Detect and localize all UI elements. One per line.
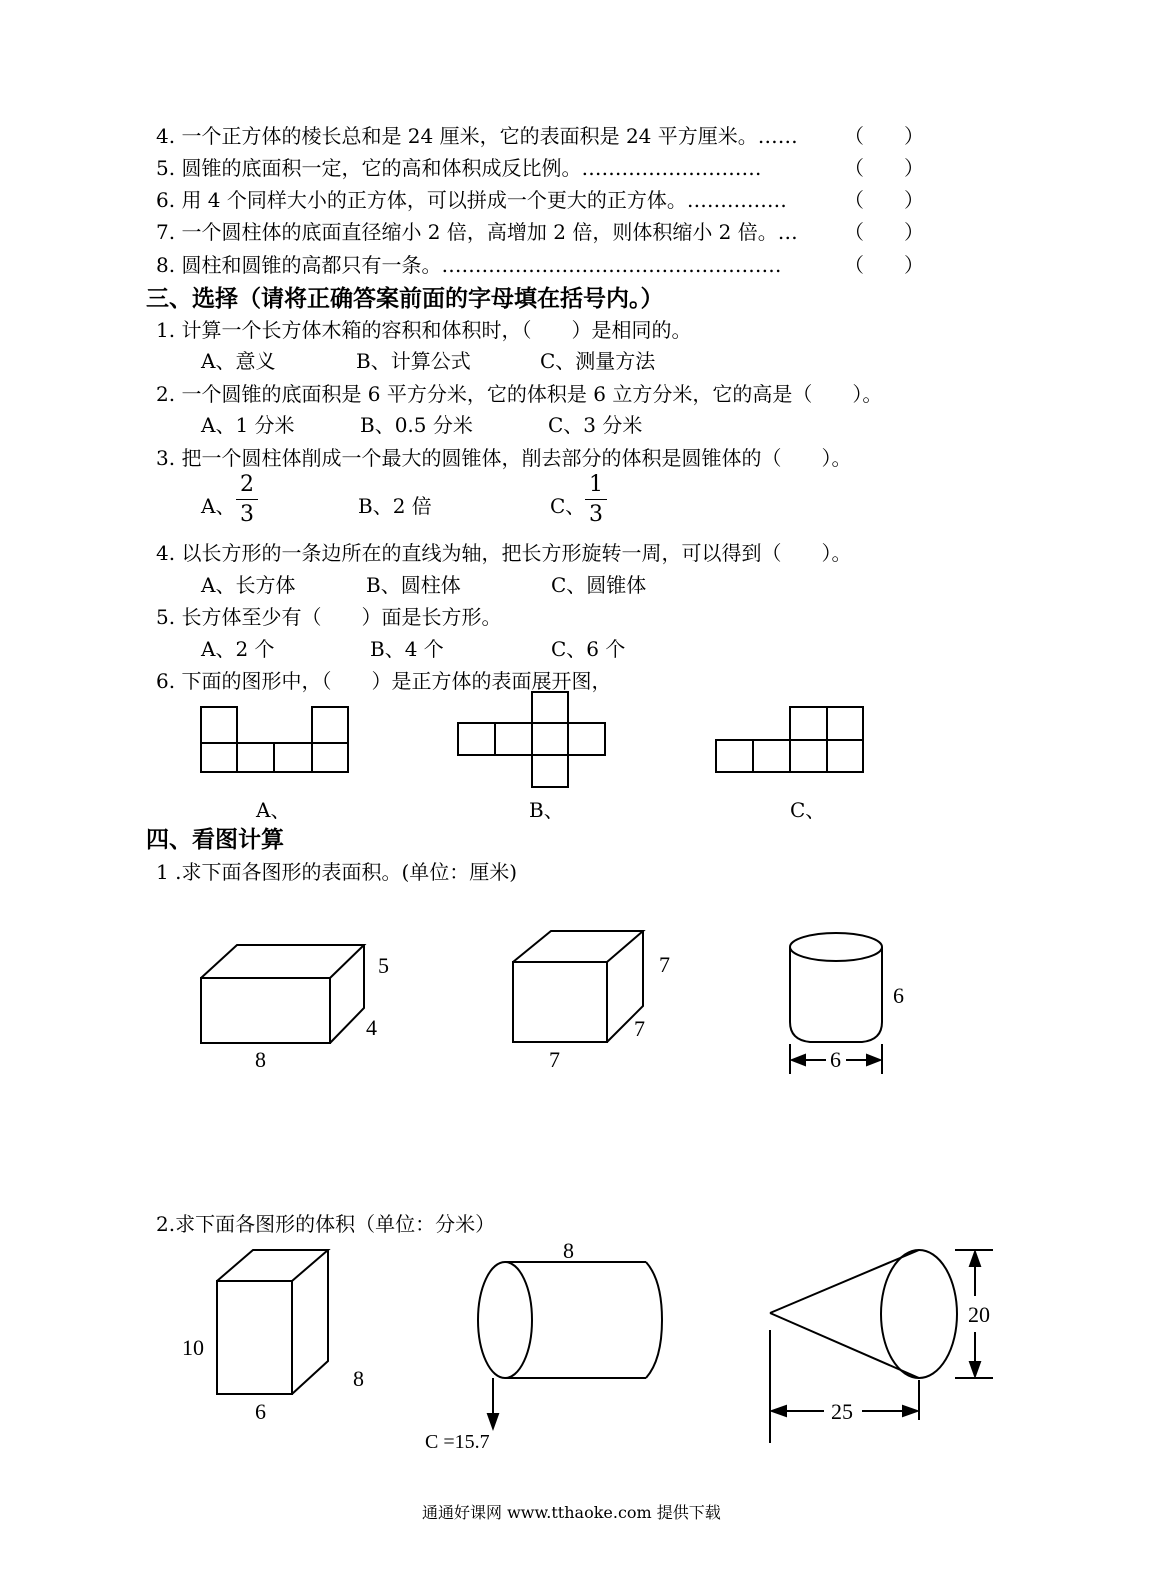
cuboid-volume-figure — [217, 1250, 328, 1394]
choice-q1: 1. 计算一个长方体木箱的容积和体积时，（ ）是相同的。 — [156, 318, 692, 342]
denominator: 3 — [240, 502, 254, 527]
answer-paren[interactable]: （ ） — [844, 124, 924, 148]
q2-option-b[interactable]: B、0.5 分米 — [360, 413, 473, 437]
numerator: 1 — [589, 472, 603, 497]
q2-option-c[interactable]: C、3 分米 — [548, 413, 643, 437]
denominator: 3 — [589, 502, 603, 527]
cube-edge-bottom-label: 7 — [549, 1047, 560, 1072]
choice-q4: 4. 以长方形的一条边所在的直线为轴，把长方形旋转一周，可以得到（ ）。 — [156, 541, 852, 565]
cube-edge-right-label: 7 — [659, 952, 670, 977]
cylinder-diameter-label: 6 — [830, 1047, 841, 1072]
tf-item-8: 8. 圆柱和圆锥的高都只有一条。…………………………………………… — [156, 253, 782, 277]
choice-q5: 5. 长方体至少有（ ）面是长方形。 — [156, 605, 502, 629]
tf-item-6: 6. 用 4 个同样大小的正方体，可以拼成一个更大的正方体。…………… — [156, 188, 787, 212]
problem-2-text: 2.求下面各图形的体积（单位：分米） — [156, 1212, 496, 1236]
cube-net-c — [716, 707, 863, 772]
tf-item-5: 5. 圆锥的底面积一定，它的高和体积成反比例。……………………… — [156, 156, 762, 180]
answer-paren[interactable]: （ ） — [844, 253, 924, 277]
cone-diameter-label: 20 — [968, 1302, 990, 1327]
choice-q2: 2. 一个圆锥的底面积是 6 平方分米，它的体积是 6 立方分米，它的高是（ ）。 — [156, 382, 883, 406]
cuboid-depth-label: 4 — [366, 1015, 377, 1040]
q3-option-b[interactable]: B、2 倍 — [358, 494, 432, 518]
cuboid-length-label: 8 — [255, 1047, 266, 1072]
cuboid2-depth-label: 8 — [353, 1366, 364, 1391]
section4-heading: 四、看图计算 — [146, 826, 284, 853]
section3-heading: 三、选择（请将正确答案前面的字母填在括号内。） — [146, 285, 664, 312]
answer-paren[interactable]: （ ） — [844, 188, 924, 212]
cube-net-b — [458, 692, 605, 787]
cone-volume-figure — [770, 1250, 993, 1443]
cube-edge-depth-label: 7 — [634, 1016, 645, 1041]
net-label-b[interactable]: B、 — [529, 798, 564, 822]
cube-surface-figure — [513, 931, 643, 1042]
q1-option-b[interactable]: B、计算公式 — [356, 349, 471, 373]
q4-option-a[interactable]: A、长方体 — [201, 573, 296, 597]
numerator: 2 — [240, 472, 254, 497]
net-label-c[interactable]: C、 — [790, 798, 826, 822]
cuboid2-width-label: 6 — [255, 1399, 266, 1424]
cylinder2-circumference-label: C =15.7 — [425, 1431, 490, 1453]
answer-paren[interactable]: （ ） — [844, 220, 924, 244]
q2-option-a[interactable]: A、1 分米 — [201, 413, 295, 437]
cylinder-volume-figure — [478, 1262, 662, 1428]
problem-1-text: 1 .求下面各图形的表面积。(单位：厘米) — [156, 860, 518, 884]
cube-net-a — [201, 707, 348, 772]
q5-option-a[interactable]: A、2 个 — [201, 637, 275, 661]
answer-paren[interactable]: （ ） — [844, 156, 924, 180]
cuboid-surface-figure — [201, 945, 364, 1043]
q4-option-c[interactable]: C、圆锥体 — [551, 573, 647, 597]
choice-q3: 3. 把一个圆柱体削成一个最大的圆锥体，削去部分的体积是圆锥体的（ ）。 — [156, 446, 852, 470]
q4-option-b[interactable]: B、圆柱体 — [366, 573, 461, 597]
cuboid2-height-label: 10 — [182, 1335, 204, 1360]
q3-option-a-prefix[interactable]: A、 — [201, 494, 236, 518]
cylinder2-length-label: 8 — [563, 1238, 574, 1263]
cylinder-height-label: 6 — [893, 983, 904, 1008]
page-footer: 通通好课网 www.tthaoke.com 提供下载 — [422, 1503, 721, 1522]
cuboid-height-label: 5 — [378, 953, 389, 978]
tf-item-4: 4. 一个正方体的棱长总和是 24 厘米，它的表面积是 24 平方厘米。…… — [156, 124, 798, 148]
q1-option-a[interactable]: A、意义 — [201, 349, 276, 373]
tf-item-7: 7. 一个圆柱体的底面直径缩小 2 倍，高增加 2 倍，则体积缩小 2 倍。… — [156, 220, 798, 244]
cone-height-label: 25 — [831, 1399, 853, 1424]
choice-q6: 6. 下面的图形中，（ ）是正方体的表面展开图， — [156, 669, 612, 693]
q5-option-c[interactable]: C、6 个 — [551, 637, 626, 661]
q3-option-c-prefix[interactable]: C、 — [550, 494, 586, 518]
q5-option-b[interactable]: B、4 个 — [370, 637, 444, 661]
net-label-a[interactable]: A、 — [256, 798, 291, 822]
q1-option-c[interactable]: C、测量方法 — [540, 349, 656, 373]
